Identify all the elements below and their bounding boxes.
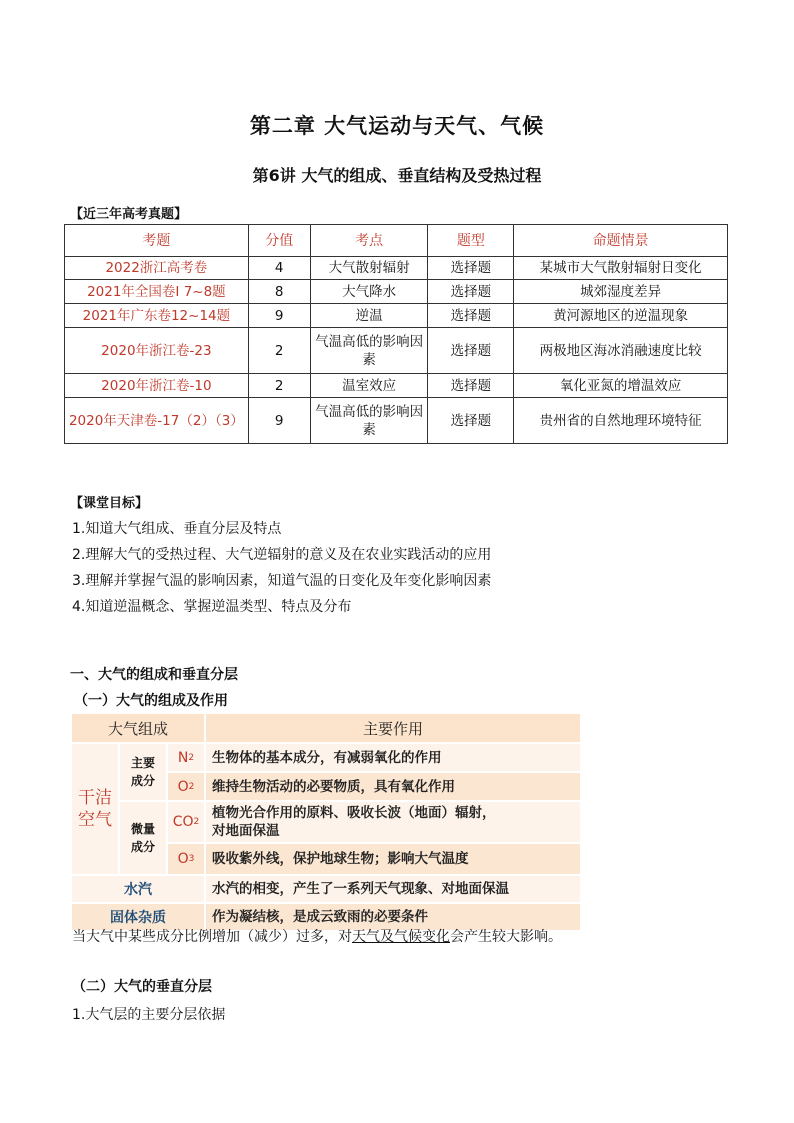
exam-point: 气温高低的影响因素 (310, 398, 428, 444)
water-vapor-label: 水汽 (72, 876, 204, 902)
table-row (65, 328, 728, 374)
solid-impurities-role: 作为凝结核，是成云致雨的必要条件 (206, 904, 580, 930)
exam-score: 2 (248, 328, 310, 374)
exam-type: 选择题 (428, 374, 514, 398)
exam-context: 某城市大气散射辐射日变化 (514, 257, 728, 280)
exam-context: 贵州省的自然地理环境特征 (514, 398, 728, 444)
exam-type: 选择题 (428, 304, 514, 328)
exam-score: 9 (248, 304, 310, 328)
co2-formula: CO 2 (168, 802, 204, 842)
exam-score: 9 (248, 398, 310, 444)
n2-role: 生物体的基本成分，有减弱氧化的作用 (206, 744, 580, 771)
body-text: 1.大气层的主要分层依据 (72, 1007, 226, 1023)
exam-type: 选择题 (428, 328, 514, 374)
exam-source: 2021年全国卷Ⅰ 7~8题 (65, 280, 249, 304)
chapter-title: 第二章 大气运动与天气、气候 (249, 114, 545, 138)
goal-item: 2.理解大气的受热过程、大气逆辐射的意义及在农业实践活动的应用 (72, 547, 492, 563)
exam-context: 两极地区海冰消融速度比较 (514, 328, 728, 374)
exam-type: 选择题 (428, 280, 514, 304)
goal-item: 4.知道逆温概念、掌握逆温类型、特点及分布 (72, 599, 352, 615)
column-header: 题型 (428, 225, 514, 257)
lecture-title: 第6讲 大气的组成、垂直结构及受热过程 (252, 166, 542, 185)
exam-context: 城郊湿度差异 (514, 280, 728, 304)
table-row (65, 280, 728, 304)
water-vapor-role: 水汽的相变，产生了一系列天气现象、对地面保温 (206, 876, 580, 902)
section-heading: 一、大气的组成和垂直分层 (70, 667, 238, 683)
n2-formula: N 2 (168, 744, 204, 771)
solid-impurities-label: 固体杂质 (72, 904, 204, 930)
exam-score: 2 (248, 374, 310, 398)
co2-role: 植物光合作用的原料、吸收长波（地面）辐射， 对地面保温 (206, 802, 580, 842)
composition-header-right: 主要作用 (206, 714, 580, 742)
goal-item: 3.理解并掌握气温的影响因素，知道气温的日变化及年变化影响因素 (72, 573, 492, 589)
o2-formula: O 2 (168, 773, 204, 800)
exam-section-heading: 【近三年高考真题】 (70, 207, 188, 222)
table-row (65, 304, 728, 328)
exam-score: 8 (248, 280, 310, 304)
o3-formula: O 3 (168, 844, 204, 874)
exam-point: 气温高低的影响因素 (310, 328, 428, 374)
dry-air-label: 干洁空气 (72, 744, 118, 874)
column-header: 考题 (65, 225, 249, 257)
subsection-heading: （二）大气的垂直分层 (72, 979, 212, 995)
column-header: 考点 (310, 225, 428, 257)
exam-table (64, 224, 728, 444)
exam-type: 选择题 (428, 398, 514, 444)
exam-type: 选择题 (428, 257, 514, 280)
main-components-label: 主要成分 (120, 744, 166, 800)
exam-source: 2020年浙江卷-10 (65, 374, 249, 398)
goal-item: 1.知道大气组成、垂直分层及特点 (72, 521, 282, 537)
exam-context: 氧化亚氮的增温效应 (514, 374, 728, 398)
exam-source: 2020年浙江卷-23 (65, 328, 249, 374)
exam-source: 2022浙江高考卷 (65, 257, 249, 280)
exam-context: 黄河源地区的逆温现象 (514, 304, 728, 328)
o2-role: 维持生物活动的必要物质，具有氧化作用 (206, 773, 580, 800)
o3-role: 吸收紫外线，保护地球生物；影响大气温度 (206, 844, 580, 874)
column-header: 命题情景 (514, 225, 728, 257)
exam-source: 2021年广东卷12~14题 (65, 304, 249, 328)
table-row (65, 398, 728, 444)
composition-note: 当大气中某些成分比例增加（减少）过多，对天气及气候变化会产生较大影响。 (72, 929, 562, 945)
exam-score: 4 (248, 257, 310, 280)
exam-point: 温室效应 (310, 374, 428, 398)
exam-source: 2020年天津卷-17（2）（3） (65, 398, 249, 444)
table-row (65, 257, 728, 280)
composition-header-left: 大气组成 (72, 714, 204, 742)
exam-point: 大气降水 (310, 280, 428, 304)
subsection-heading: （一）大气的组成及作用 (74, 693, 228, 709)
goals-heading: 【课堂目标】 (70, 496, 149, 511)
exam-point: 逆温 (310, 304, 428, 328)
column-header: 分值 (248, 225, 310, 257)
exam-table-header (65, 225, 728, 257)
composition-table (72, 714, 580, 926)
table-row (65, 374, 728, 398)
exam-point: 大气散射辐射 (310, 257, 428, 280)
trace-components-label: 微量成分 (120, 802, 166, 874)
